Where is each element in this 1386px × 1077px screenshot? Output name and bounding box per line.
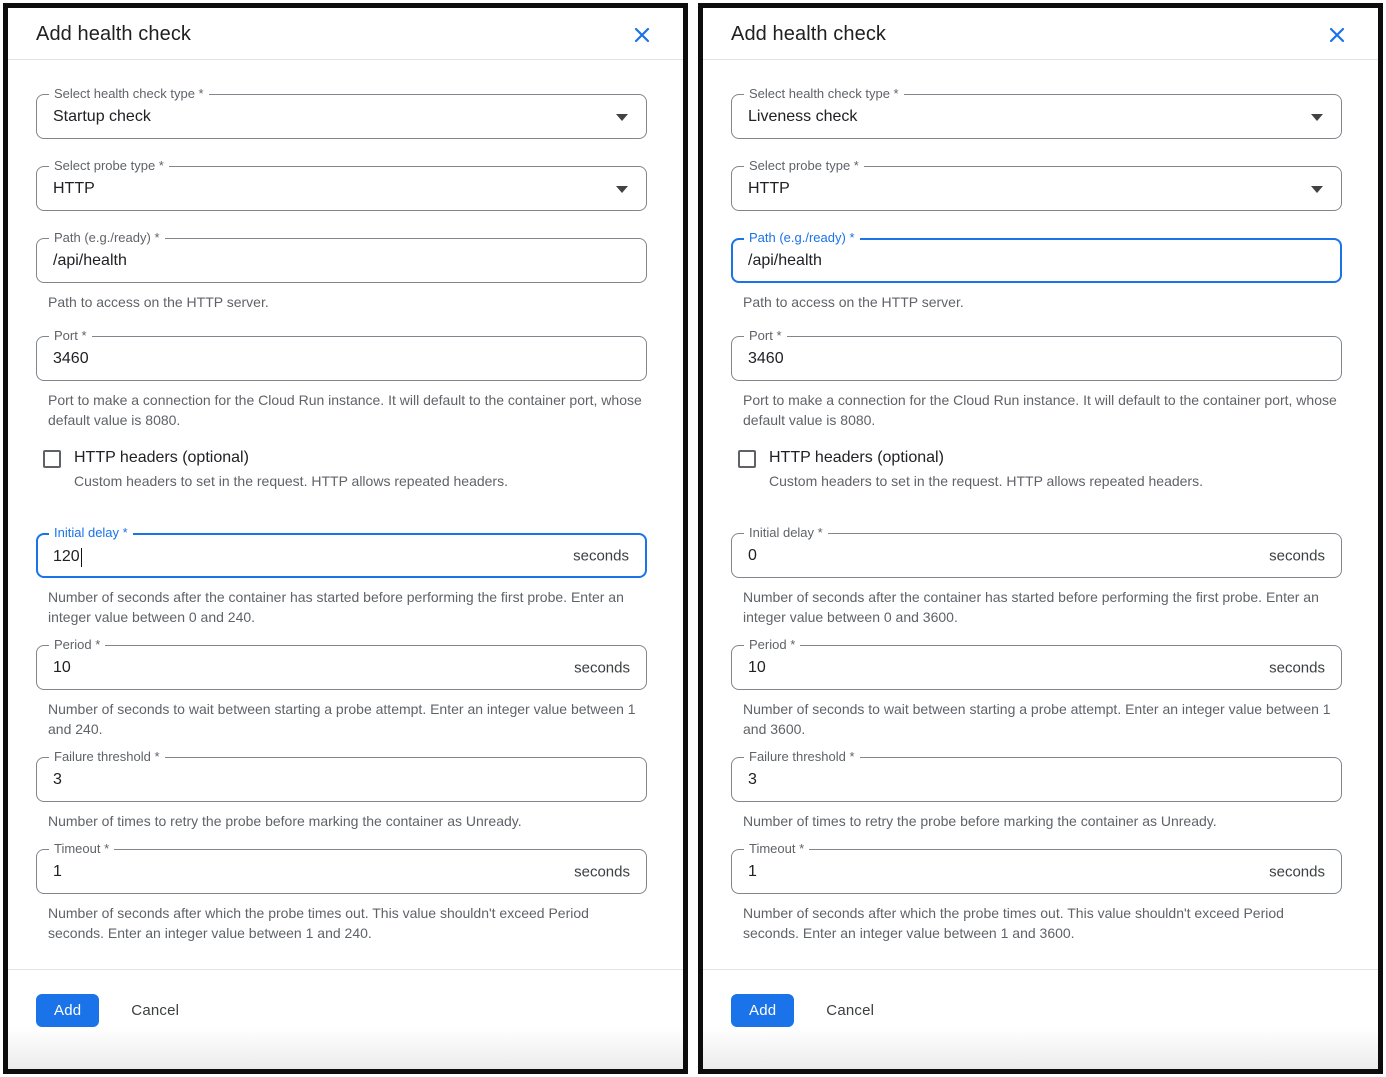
timeout-label: Timeout * (49, 841, 114, 857)
port-label: Port * (744, 328, 787, 344)
probe-type-label: Select probe type * (744, 158, 864, 174)
spacer (703, 943, 1378, 969)
dialog-body (703, 60, 1378, 943)
cancel-button[interactable]: Cancel (826, 1002, 875, 1019)
probe-type-select[interactable] (36, 158, 647, 211)
port-value: 3460 (748, 349, 784, 367)
close-icon[interactable] (631, 24, 653, 46)
initial-delay-value: 120 (53, 546, 82, 566)
dialog-bottom-shadow (703, 1027, 1378, 1069)
timeout-input[interactable] (731, 841, 1342, 894)
failure-threshold-label: Failure threshold * (744, 749, 860, 765)
port-input[interactable] (731, 328, 1342, 381)
chevron-down-icon (616, 114, 628, 121)
path-helper-text: Path to access on the HTTP server. (48, 294, 269, 310)
health-check-type-label: Select health check type * (49, 86, 209, 102)
port-input[interactable] (36, 328, 647, 381)
period-helper-text: Number of seconds to wait between starting a probe attempt. Enter an integer value between 1 and 240. (48, 701, 636, 737)
health-check-type-value: Startup check (53, 107, 151, 125)
http-headers-text (74, 448, 508, 491)
health-check-type-value: Liveness check (748, 107, 858, 125)
http-headers-row (731, 448, 1342, 491)
period-input[interactable] (36, 637, 647, 690)
health-check-type-label: Select health check type * (744, 86, 904, 102)
spacer (8, 943, 683, 969)
port-value: 3460 (53, 349, 89, 367)
path-value: /api/health (748, 251, 822, 269)
chevron-down-icon (1311, 114, 1323, 121)
dialog-header (703, 8, 1378, 59)
period-unit: seconds (1269, 659, 1325, 676)
chevron-down-icon (616, 186, 628, 193)
dialog-footer (8, 969, 683, 1027)
path-label: Path (e.g./ready) * (49, 230, 165, 246)
health-check-type-select[interactable] (36, 86, 647, 139)
dialog-title: Add health check (36, 23, 192, 45)
probe-type-select[interactable] (731, 158, 1342, 211)
dialog-bottom-shadow (8, 1027, 683, 1069)
dialog-title: Add health check (731, 23, 887, 45)
port-helper-text: Port to make a connection for the Cloud Run instance. It will default to the container port, whose default value is 8080. (743, 392, 1337, 428)
http-headers-text (769, 448, 1203, 491)
startup-check-dialog (3, 3, 688, 1074)
timeout-value: 1 (748, 862, 757, 880)
http-headers-row (36, 448, 647, 491)
port-label: Port * (49, 328, 92, 344)
text-cursor (81, 548, 83, 567)
timeout-input[interactable] (36, 841, 647, 894)
period-label: Period * (49, 637, 105, 653)
cancel-button[interactable]: Cancel (131, 1002, 180, 1019)
probe-type-label: Select probe type * (49, 158, 169, 174)
timeout-label: Timeout * (744, 841, 809, 857)
failure-threshold-helper-text: Number of times to retry the probe before marking the container as Unready. (48, 813, 522, 829)
period-helper-text: Number of seconds to wait between starting a probe attempt. Enter an integer value between 1 and 3600. (743, 701, 1331, 737)
failure-threshold-input[interactable] (731, 749, 1342, 802)
health-check-type-select[interactable] (731, 86, 1342, 139)
initial-delay-unit: seconds (573, 547, 629, 564)
timeout-helper-text: Number of seconds after which the probe times out. This value shouldn't exceed Period seconds. Enter an integer value between 1 and 3600. (743, 905, 1284, 941)
initial-delay-label: Initial delay * (744, 525, 828, 541)
failure-threshold-helper-text: Number of times to retry the probe before marking the container as Unready. (743, 813, 1217, 829)
initial-delay-input[interactable] (731, 525, 1342, 578)
close-icon[interactable] (1326, 24, 1348, 46)
initial-delay-helper-text: Number of seconds after the container has started before performing the first probe. Enter an integer value between 0 and 240. (48, 589, 624, 625)
http-headers-helper-text: Custom headers to set in the request. HTTP allows repeated headers. (769, 473, 1203, 489)
period-unit: seconds (574, 659, 630, 676)
path-input[interactable] (36, 230, 647, 283)
probe-type-value: HTTP (748, 179, 790, 197)
initial-delay-unit: seconds (1269, 547, 1325, 564)
http-headers-helper-text: Custom headers to set in the request. HTTP allows repeated headers. (74, 473, 508, 489)
period-input[interactable] (731, 637, 1342, 690)
failure-threshold-value: 3 (53, 770, 62, 788)
period-label: Period * (744, 637, 800, 653)
port-helper-text: Port to make a connection for the Cloud Run instance. It will default to the container port, whose default value is 8080. (48, 392, 642, 428)
failure-threshold-input[interactable] (36, 749, 647, 802)
http-headers-label[interactable]: HTTP headers (optional) (74, 449, 249, 466)
initial-delay-helper-text: Number of seconds after the container has started before performing the first probe. Enter an integer value between 0 and 3600. (743, 589, 1319, 625)
initial-delay-input[interactable] (36, 525, 647, 578)
liveness-check-dialog (698, 3, 1383, 1074)
timeout-value: 1 (53, 862, 62, 880)
failure-threshold-label: Failure threshold * (49, 749, 165, 765)
path-value: /api/health (53, 251, 127, 269)
http-headers-checkbox[interactable] (738, 450, 756, 468)
http-headers-checkbox[interactable] (43, 450, 61, 468)
period-value: 10 (53, 658, 71, 676)
add-button[interactable]: Add (36, 994, 99, 1027)
initial-delay-value: 0 (748, 546, 757, 564)
period-value: 10 (748, 658, 766, 676)
dialog-body (8, 60, 683, 943)
initial-delay-label: Initial delay * (49, 525, 133, 541)
add-button[interactable]: Add (731, 994, 794, 1027)
http-headers-label[interactable]: HTTP headers (optional) (769, 449, 944, 466)
failure-threshold-value: 3 (748, 770, 757, 788)
path-helper-text: Path to access on the HTTP server. (743, 294, 964, 310)
dialog-header (8, 8, 683, 59)
timeout-unit: seconds (574, 863, 630, 880)
path-input[interactable] (731, 230, 1342, 283)
chevron-down-icon (1311, 186, 1323, 193)
path-label: Path (e.g./ready) * (744, 230, 860, 246)
timeout-unit: seconds (1269, 863, 1325, 880)
probe-type-value: HTTP (53, 179, 95, 197)
dialog-footer (703, 969, 1378, 1027)
timeout-helper-text: Number of seconds after which the probe times out. This value shouldn't exceed Period seconds. Enter an integer value between 1 and 240. (48, 905, 589, 941)
